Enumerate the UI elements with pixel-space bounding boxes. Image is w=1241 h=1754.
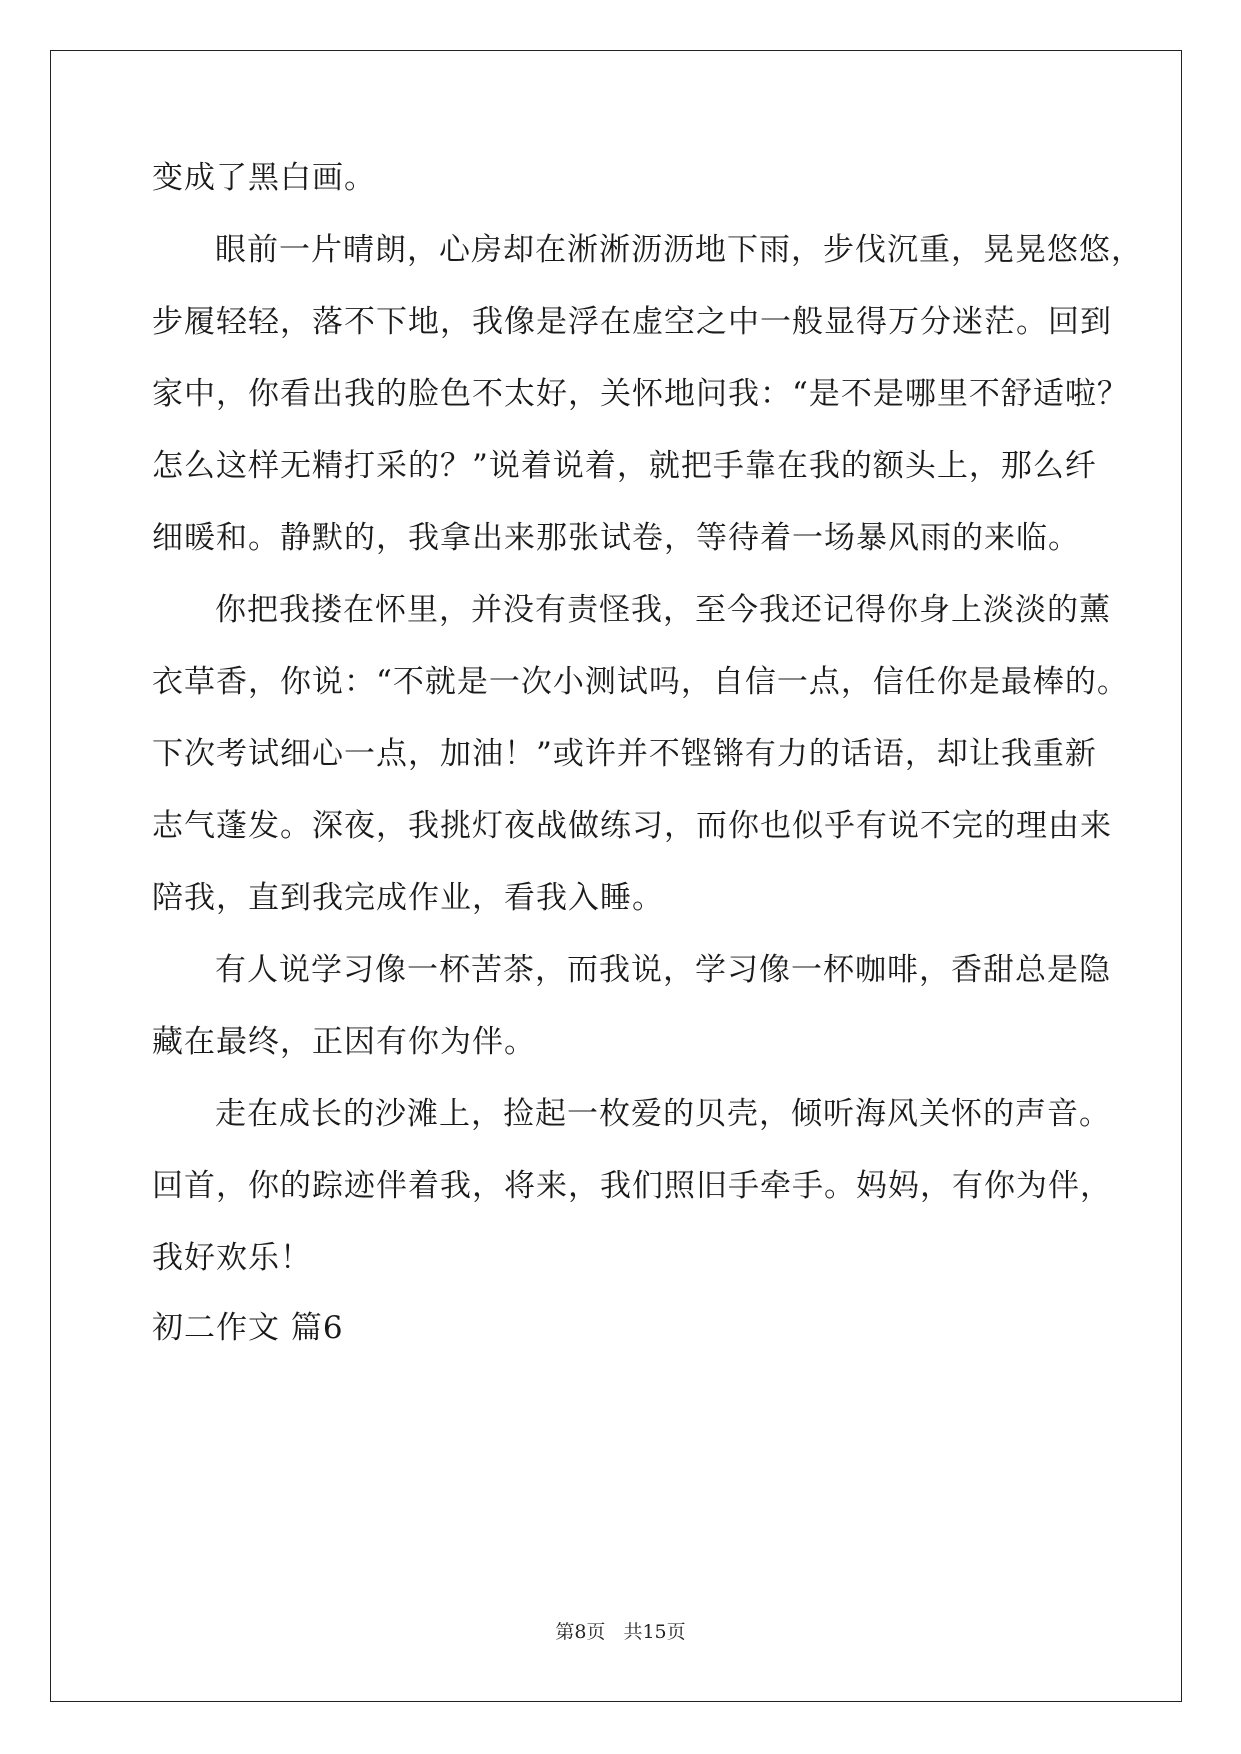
text-line: 陪我，直到我完成作业，看我入睡。	[152, 880, 664, 916]
text-line: 步履轻轻，落不下地，我像是浮在虚空之中一般显得万分迷茫。回到	[152, 304, 1112, 340]
paragraph-start: 有人说学习像一杯苦茶，而我说，学习像一杯咖啡，香甜总是隐	[215, 952, 1111, 988]
paragraph-start: 走在成长的沙滩上，捡起一枚爱的贝壳，倾听海风关怀的声音。	[215, 1096, 1111, 1132]
paragraph-start: 你把我搂在怀里，并没有责怪我，至今我还记得你身上淡淡的薰	[215, 592, 1111, 628]
text-line: 藏在最终，正因有你为伴。	[152, 1024, 536, 1060]
section-heading: 初二作文 篇6	[152, 1310, 344, 1346]
text-line: 变成了黑白画。	[152, 160, 376, 196]
page-number: 第8页	[555, 1621, 606, 1643]
text-line: 家中，你看出我的脸色不太好，关怀地问我：“是不是哪里不舒适啦？	[152, 376, 1129, 412]
text-line: 回首，你的踪迹伴着我，将来，我们照旧手牵手。妈妈，有你为伴，	[152, 1168, 1112, 1204]
page-total: 共15页	[623, 1621, 686, 1643]
text-line: 志气蓬发。深夜，我挑灯夜战做练习，而你也似乎有说不完的理由来	[152, 808, 1112, 844]
text-line: 下次考试细心一点，加油！”或许并不铿锵有力的话语，却让我重新	[152, 736, 1097, 772]
page-footer	[0, 1617, 1241, 1644]
text-line: 细暖和。静默的，我拿出来那张试卷，等待着一场暴风雨的来临。	[152, 520, 1080, 556]
text-line: 怎么这样无精打采的？”说着说着，就把手靠在我的额头上，那么纤	[152, 448, 1097, 484]
page-border	[50, 50, 1182, 1702]
paragraph-start: 眼前一片晴朗，心房却在淅淅沥沥地下雨，步伐沉重，晃晃悠悠，	[215, 232, 1143, 268]
text-line: 衣草香，你说：“不就是一次小测试吗，自信一点，信任你是最棒的。	[152, 664, 1129, 700]
text-line: 我好欢乐！	[152, 1240, 312, 1276]
